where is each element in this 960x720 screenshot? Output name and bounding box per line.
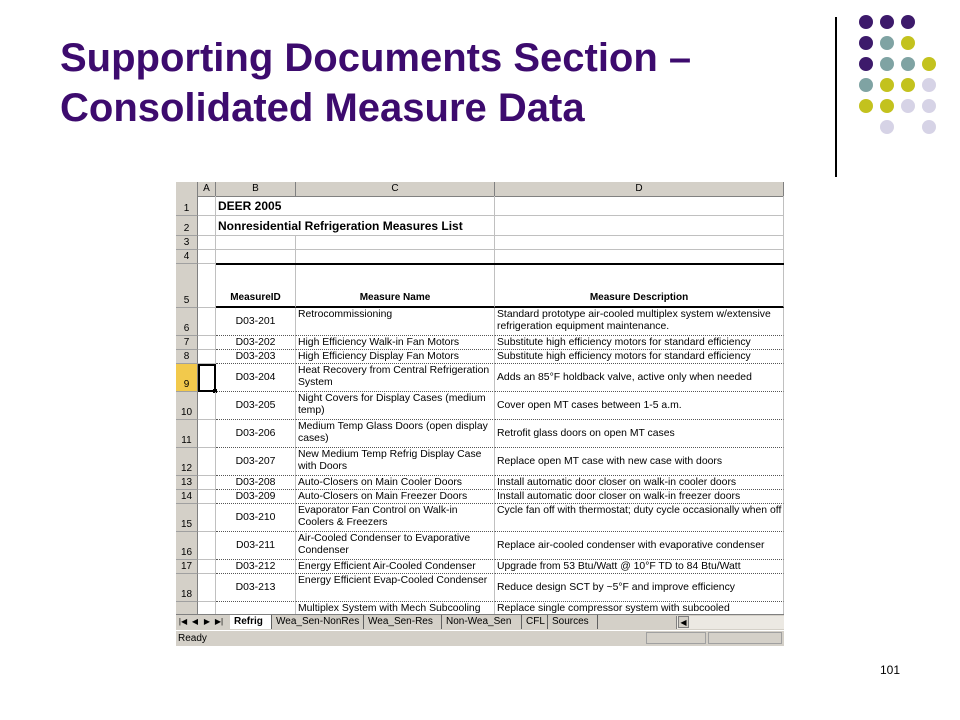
table-row [176,476,784,490]
table-row [176,420,784,448]
cell-a[interactable] [198,574,216,602]
table-row [176,350,784,364]
row-header[interactable]: 16 [176,532,198,560]
measure-id-cell[interactable]: D03-210 [216,504,296,532]
slide-title-line-2: Consolidated Measure Data [60,86,585,130]
row-header[interactable]: 8 [176,350,198,364]
cell[interactable] [198,250,216,264]
scroll-left-icon[interactable]: ◀ [678,616,689,628]
measure-id-cell[interactable]: D03-203 [216,350,296,364]
cell[interactable] [296,236,495,250]
row-header[interactable]: 9 [176,364,198,392]
cell[interactable] [216,250,296,264]
table-row [176,392,784,420]
cell[interactable] [495,196,784,216]
measure-name-cell[interactable]: Energy Efficient Air-Cooled Condenser [296,560,495,574]
measure-description-cell[interactable]: Cycle fan off with thermostat; duty cycle occasionally when off [495,504,784,532]
cell-a[interactable] [198,532,216,560]
table-row [176,560,784,574]
cell[interactable] [216,236,296,250]
cell-a[interactable] [198,448,216,476]
cell-a[interactable] [198,420,216,448]
sheet-tab[interactable]: Refrig [230,615,272,629]
row-header[interactable]: 7 [176,336,198,350]
measure-id-cell[interactable]: D03-208 [216,476,296,490]
column-header-c[interactable]: C [296,182,495,196]
measure-name-cell[interactable]: Medium Temp Glass Doors (open display cases) [296,420,495,448]
table-row [176,490,784,504]
sheet-tab[interactable]: Wea_Sen-NonRes [272,615,364,629]
measure-name-cell[interactable]: High Efficiency Walk-in Fan Motors [296,336,495,350]
measure-description-cell[interactable]: Reduce design SCT by ~5°F and improve efficiency [495,574,784,602]
measure-description-cell[interactable]: Upgrade from 53 Btu/Watt @ 10°F TD to 84 Btu/Watt [495,560,784,574]
table-row [176,308,784,336]
column-header-bar [176,182,784,197]
cell[interactable] [198,196,216,216]
table-row [176,236,784,250]
row-header[interactable]: 11 [176,420,198,448]
measure-description-cell[interactable]: Retrofit glass doors on open MT cases [495,420,784,448]
status-panel [646,632,706,644]
header-measure-id[interactable]: MeasureID [216,264,296,308]
row-header[interactable]: 10 [176,392,198,420]
measure-description-cell[interactable]: Replace single compressor system with subcooled [495,602,784,614]
decorative-dot [901,15,915,29]
column-header-b[interactable]: B [216,182,296,196]
cell[interactable] [198,264,216,308]
table-row [176,196,784,216]
table-row [176,504,784,532]
cell[interactable] [198,236,216,250]
decorative-dot [880,78,894,92]
measure-name-cell[interactable]: New Medium Temp Refrig Display Case with Doors [296,448,495,476]
table-row [176,448,784,476]
decorative-dot [880,36,894,50]
decorative-dot [922,78,936,92]
table-row [176,216,784,236]
sheet-title-cell[interactable]: DEER 2005 [216,196,495,216]
horizontal-scrollbar[interactable] [676,616,784,629]
decorative-dot [880,15,894,29]
sheet-tab[interactable]: Non-Wea_Sen [442,615,522,629]
measure-id-cell[interactable]: D03-209 [216,490,296,504]
spreadsheet-grid [176,182,784,614]
header-measure-name[interactable]: Measure Name [296,264,495,308]
row-header[interactable]: 12 [176,448,198,476]
table-border [216,263,784,265]
measure-name-cell[interactable]: Auto-Closers on Main Cooler Doors [296,476,495,490]
cell-a[interactable] [198,504,216,532]
row-header[interactable]: 2 [176,216,198,236]
measure-name-cell[interactable]: Auto-Closers on Main Freezer Doors [296,490,495,504]
decorative-dot [901,57,915,71]
table-row [176,574,784,602]
select-all-corner[interactable] [176,182,198,196]
table-row [176,532,784,560]
cell[interactable] [495,236,784,250]
decorative-dot [880,120,894,134]
decorative-dot [922,120,936,134]
decorative-dot [922,57,936,71]
measure-description-cell[interactable]: Substitute high efficiency motors for standard efficiency [495,336,784,350]
decorative-dot [859,36,873,50]
last-sheet-icon[interactable]: ▶| [214,617,224,626]
sheet-tab[interactable]: Sources [548,615,598,629]
sheet-tab[interactable]: CFL [522,615,548,629]
page-number: 101 [880,663,901,677]
measure-name-cell[interactable]: Retrocommissioning [296,308,495,336]
measure-description-cell[interactable]: Install automatic door closer on walk-in freezer doors [495,490,784,504]
cell[interactable] [495,216,784,236]
table-row [176,264,784,308]
measure-description-cell[interactable]: Adds an 85°F holdback valve, active only when needed [495,364,784,392]
measure-name-cell[interactable]: High Efficiency Display Fan Motors [296,350,495,364]
sheet-subtitle-cell[interactable]: Nonresidential Refrigeration Measures List [216,216,495,236]
decorative-dot [859,78,873,92]
column-header-d[interactable]: D [495,182,784,196]
measure-id-cell[interactable]: D03-201 [216,308,296,336]
measure-id-cell[interactable]: D03-212 [216,560,296,574]
row-header[interactable]: 18 [176,574,198,602]
divider-line [835,17,837,177]
measure-id-cell[interactable]: D03-211 [216,532,296,560]
row-header[interactable]: 14 [176,490,198,504]
row-header[interactable]: 1 [176,196,198,216]
decorative-dot [922,99,936,113]
decorative-dot [901,36,915,50]
decorative-dot [859,99,873,113]
measure-name-cell[interactable]: Multiplex System with Mech Subcooling [296,602,495,614]
measure-id-cell[interactable]: D03-207 [216,448,296,476]
table-row [176,336,784,350]
cell[interactable] [296,250,495,264]
measure-id-cell[interactable]: D03-205 [216,392,296,420]
cell[interactable] [495,250,784,264]
first-sheet-icon[interactable]: |◀ [178,617,188,626]
spreadsheet-screenshot [176,182,784,646]
column-header-a[interactable]: A [198,182,216,196]
status-text: Ready [178,633,207,644]
measure-id-cell[interactable]: D03-202 [216,336,296,350]
measure-id-cell[interactable] [216,602,296,614]
cell-a[interactable] [198,392,216,420]
row-header[interactable]: 3 [176,236,198,250]
measure-description-cell[interactable]: Cover open MT cases between 1-5 a.m. [495,392,784,420]
table-row [176,364,784,392]
decorative-dot [901,78,915,92]
decorative-dot [901,99,915,113]
measure-name-cell[interactable]: Evaporator Fan Control on Walk-in Coolers & Freezers [296,504,495,532]
slide-title-line-1: Supporting Documents Section – [60,36,692,80]
measure-description-cell[interactable]: Substitute high efficiency motors for standard efficiency [495,350,784,364]
row-header[interactable]: 6 [176,308,198,336]
measure-name-cell[interactable]: Night Covers for Display Cases (medium temp) [296,392,495,420]
slide-title [60,33,820,133]
measure-id-cell[interactable]: D03-204 [216,364,296,392]
row-header[interactable]: 15 [176,504,198,532]
decorative-dot [859,15,873,29]
row-header[interactable]: 17 [176,560,198,574]
measure-description-cell[interactable]: Replace open MT case with new case with doors [495,448,784,476]
status-bar [176,630,784,646]
cell-a[interactable] [198,350,216,364]
row-header[interactable]: 5 [176,264,198,308]
table-row [176,602,784,614]
measure-name-cell[interactable]: Air-Cooled Condenser to Evaporative Condenser [296,532,495,560]
cell-a[interactable] [198,308,216,336]
status-panel [708,632,782,644]
sheet-tab-bar [176,614,784,630]
row-header[interactable] [176,602,198,614]
decorative-dot [880,57,894,71]
cell-a[interactable] [198,336,216,350]
table-row [176,250,784,264]
measure-description-cell[interactable]: Standard prototype air-cooled multiplex system w/extensive refrigeration equipment maintenance. [495,308,784,336]
cell[interactable] [198,216,216,236]
row-header[interactable]: 13 [176,476,198,490]
header-measure-description[interactable]: Measure Description [495,264,784,308]
measure-description-cell[interactable]: Install automatic door closer on walk-in cooler doors [495,476,784,490]
measure-name-cell[interactable]: Heat Recovery from Central Refrigeration System [296,364,495,392]
measure-id-cell[interactable]: D03-213 [216,574,296,602]
next-sheet-icon[interactable]: ▶ [203,617,211,626]
prev-sheet-icon[interactable]: ◀ [191,617,199,626]
measure-id-cell[interactable]: D03-206 [216,420,296,448]
decorative-dot [859,57,873,71]
measure-description-cell[interactable]: Replace air-cooled condenser with evaporative condenser [495,532,784,560]
sheet-tab[interactable]: Wea_Sen-Res [364,615,442,629]
selected-cell-outline[interactable] [198,364,216,392]
measure-name-cell[interactable]: Energy Efficient Evap-Cooled Condenser [296,574,495,602]
decorative-dot [880,99,894,113]
cell-a[interactable] [198,560,216,574]
row-header[interactable]: 4 [176,250,198,264]
cell-a[interactable] [198,476,216,490]
cell-a[interactable] [198,490,216,504]
cell-a[interactable] [198,602,216,614]
